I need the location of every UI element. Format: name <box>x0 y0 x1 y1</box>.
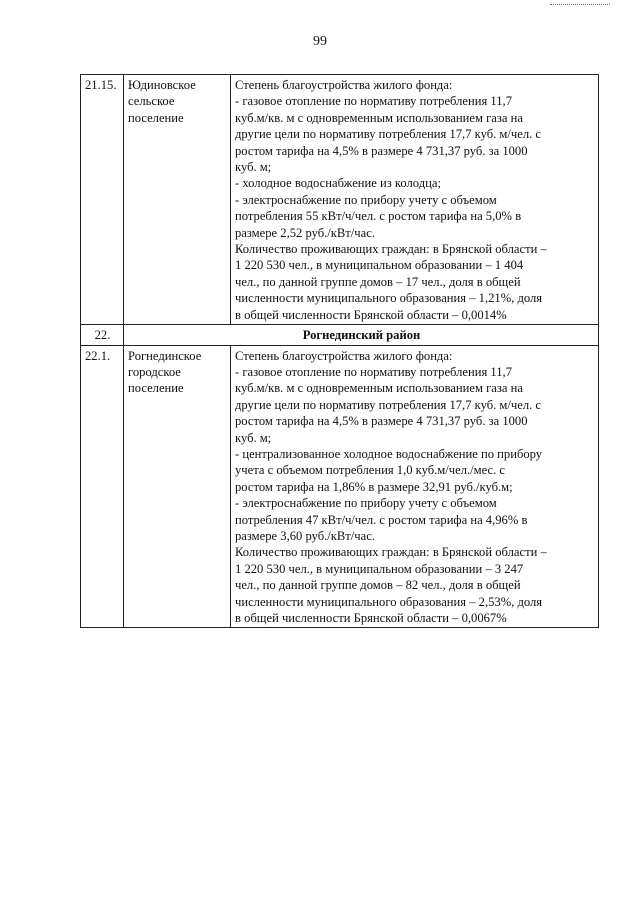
description-line: размере 2,52 руб./кВт/час. <box>235 225 375 240</box>
description-line: ростом тарифа на 4,5% в размере 4 731,37 руб. за 1000 <box>235 414 528 429</box>
housing-description <box>231 345 599 628</box>
settlements-table <box>80 74 599 628</box>
district-number: 22. <box>81 325 124 345</box>
settlement-name-line: сельское <box>128 94 175 109</box>
settlement-name-line: Юдиновское <box>128 78 196 92</box>
description-line: численности муниципального образования – 2,53%, доля <box>235 594 543 609</box>
description-line: - централизованное холодное водоснабжение по прибору <box>235 446 543 461</box>
description-line: - электроснабжение по прибору учету с объемом <box>235 496 497 511</box>
row-number: 21.15. <box>81 75 124 325</box>
district-name: Рогнединский район <box>124 325 599 345</box>
settlement-name <box>124 75 231 325</box>
description-line: численности муниципального образования – 1,21%, доля <box>235 291 543 306</box>
description-line: куб.м/кв. м с одновременным использованием газа на <box>235 381 523 396</box>
description-line: Степень благоустройства жилого фонда: <box>235 348 453 363</box>
description-line: куб.м/кв. м с одновременным использованием газа на <box>235 110 523 125</box>
description-line: Количество проживающих граждан: в Брянской области – <box>235 545 547 560</box>
description-line: другие цели по нормативу потребления 17,7 куб. м/чел. с <box>235 127 541 142</box>
settlement-name-line: городское <box>128 364 181 379</box>
settlement-name-line: поселение <box>128 381 184 396</box>
settlement-name-line: поселение <box>128 110 184 125</box>
page-number: 99 <box>313 34 327 49</box>
housing-description <box>231 75 599 325</box>
description-line: чел., по данной группе домов – 82 чел., доля в общей <box>235 578 521 593</box>
description-line: куб. м; <box>235 160 272 175</box>
description-line: Количество проживающих граждан: в Брянской области – <box>235 242 547 257</box>
table-row <box>81 75 599 325</box>
description-line: - газовое отопление по нормативу потребления 11,7 <box>235 94 512 109</box>
description-line: - газовое отопление по нормативу потребления 11,7 <box>235 364 512 379</box>
description-line: 1 220 530 чел., в муниципальном образовании – 1 404 <box>235 258 524 273</box>
description-line: потребления 47 кВт/ч/чел. с ростом тарифа на 4,96% в <box>235 512 528 527</box>
description-line: другие цели по нормативу потребления 17,7 куб. м/чел. с <box>235 397 541 412</box>
table-row <box>81 345 599 628</box>
description-line: куб. м; <box>235 430 272 445</box>
description-line: потребления 55 кВт/ч/чел. с ростом тарифа на 5,0% в <box>235 209 522 224</box>
description-line: чел., по данной группе домов – 17 чел., доля в общей <box>235 274 521 289</box>
scan-edge-mark <box>550 4 610 5</box>
settlement-name-line: Рогнединское <box>128 348 202 363</box>
description-line: размере 3,60 руб./кВт/час. <box>235 528 375 543</box>
description-line: ростом тарифа на 1,86% в размере 32,91 руб./куб.м; <box>235 479 513 494</box>
description-line: ростом тарифа на 4,5% в размере 4 731,37 руб. за 1000 <box>235 143 528 158</box>
row-number: 22.1. <box>81 345 124 628</box>
description-line: Степень благоустройства жилого фонда: <box>235 78 453 92</box>
district-row <box>81 325 599 345</box>
description-line: в общей численности Брянской области – 0,0067% <box>235 611 507 625</box>
description-line: - электроснабжение по прибору учету с объемом <box>235 192 497 207</box>
description-line: 1 220 530 чел., в муниципальном образовании – 3 247 <box>235 561 524 576</box>
settlement-name <box>124 345 231 628</box>
description-line: учета с объемом потребления 1,0 куб.м/чел./мес. с <box>235 463 505 478</box>
description-line: - холодное водоснабжение из колодца; <box>235 176 441 191</box>
description-line: в общей численности Брянской области – 0,0014% <box>235 307 507 322</box>
